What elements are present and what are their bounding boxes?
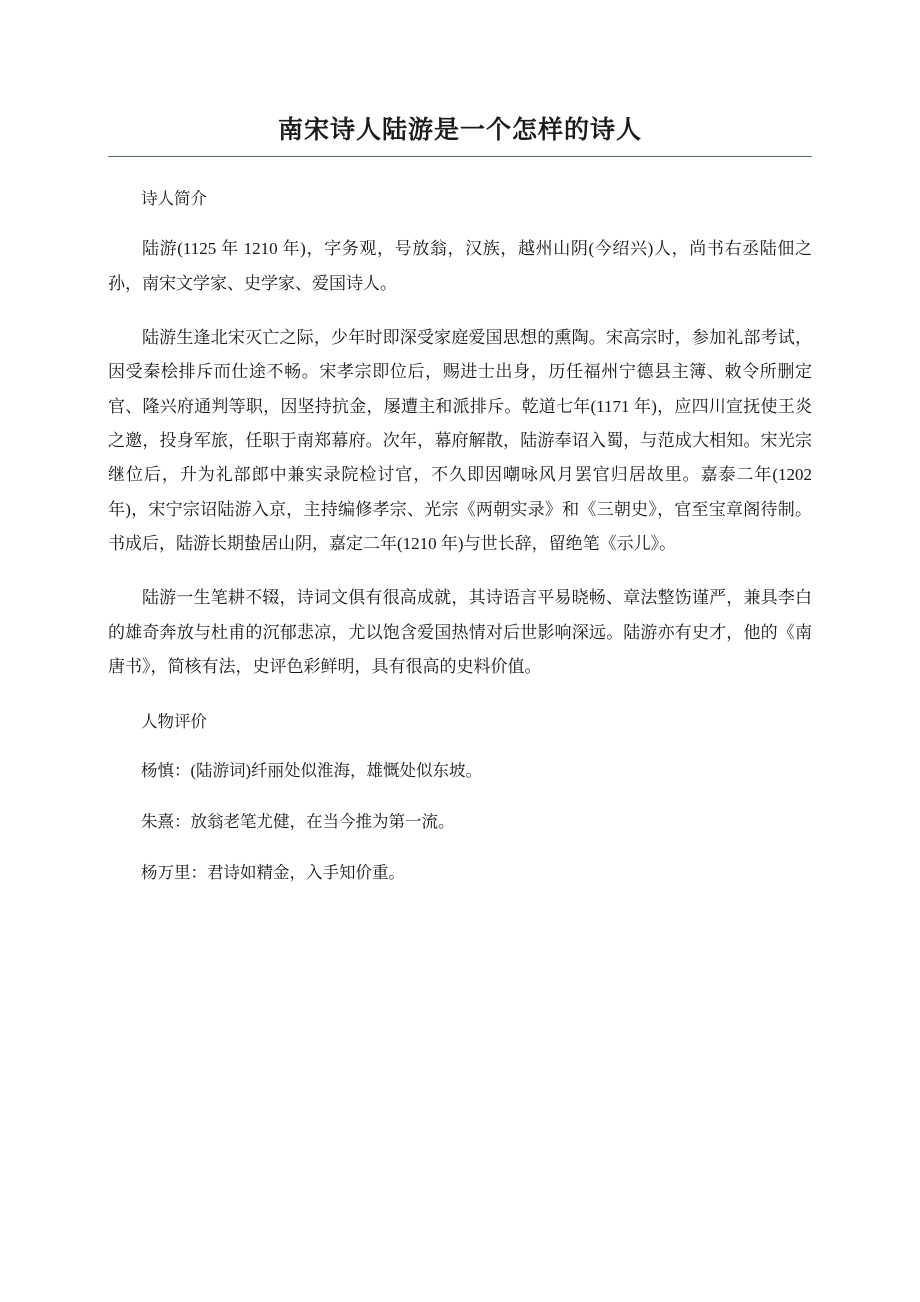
paragraph-biography-career: 陆游生逢北宋灭亡之际，少年时即深受家庭爱国思想的熏陶。宋高宗时，参加礼部考试，因受秦桧排斥而仕途不畅。宋孝宗即位后，赐进士出身，历任福州宁德县主簿、敕令所删定官、隆兴府通判等职，因坚持抗金，屡遭主和派排斥。乾道七年(1171 年)，应四川宣抚使王炎之邀，投身军旅，任职于南郑幕府。次年，幕府解散，陆游奉诏入蜀，与范成大相知。宋光宗继位后，升为礼部郎中兼实录院检讨官，不久即因嘲咏风月罢官归居故里。嘉泰二年(1202 年)，宋宁宗诏陆游入京，主持编修孝宗、光宗《两朝实录》和《三朝史》，官至宝章阁待制。书成后，陆游长期蛰居山阴，嘉定二年(1210 年)与世长辞，留绝笔《示儿》。 [108,328,812,553]
quote-yangshen: 杨慎：(陆游词)纤丽处似淮海，雄慨处似东坡。 [141,760,482,780]
quote-yangwanli: 杨万里：君诗如精金，入手知价重。 [141,862,405,882]
section-heading-poet-intro: 诗人简介 [141,189,207,208]
quote-zhuxi: 朱熹：放翁老笔尤健，在当今推为第一流。 [141,811,455,831]
paragraph-biography-basic: 陆游(1125 年 1210 年)，字务观，号放翁，汉族，越州山阴(今绍兴)人，尚书右丞陆佃之孙，南宋文学家、史学家、爱国诗人。 [108,239,812,293]
section-heading-character-evaluation: 人物评价 [141,712,207,732]
title-divider [108,156,812,157]
section-poet-intro [108,183,812,684]
page-title: 南宋诗人陆游是一个怎样的诗人 [277,117,642,144]
paragraph-literary-achievement: 陆游一生笔耕不辍，诗词文俱有很高成就，其诗语言平易晓畅、章法整饬谨严，兼具李白的雄奇奔放与杜甫的沉郁悲凉，尤以饱含爱国热情对后世影响深远。陆游亦有史才，他的《南唐书》，简核有法，史评色彩鲜明，具有很高的史料价值。 [108,588,812,676]
section-character-evaluation [108,706,812,888]
